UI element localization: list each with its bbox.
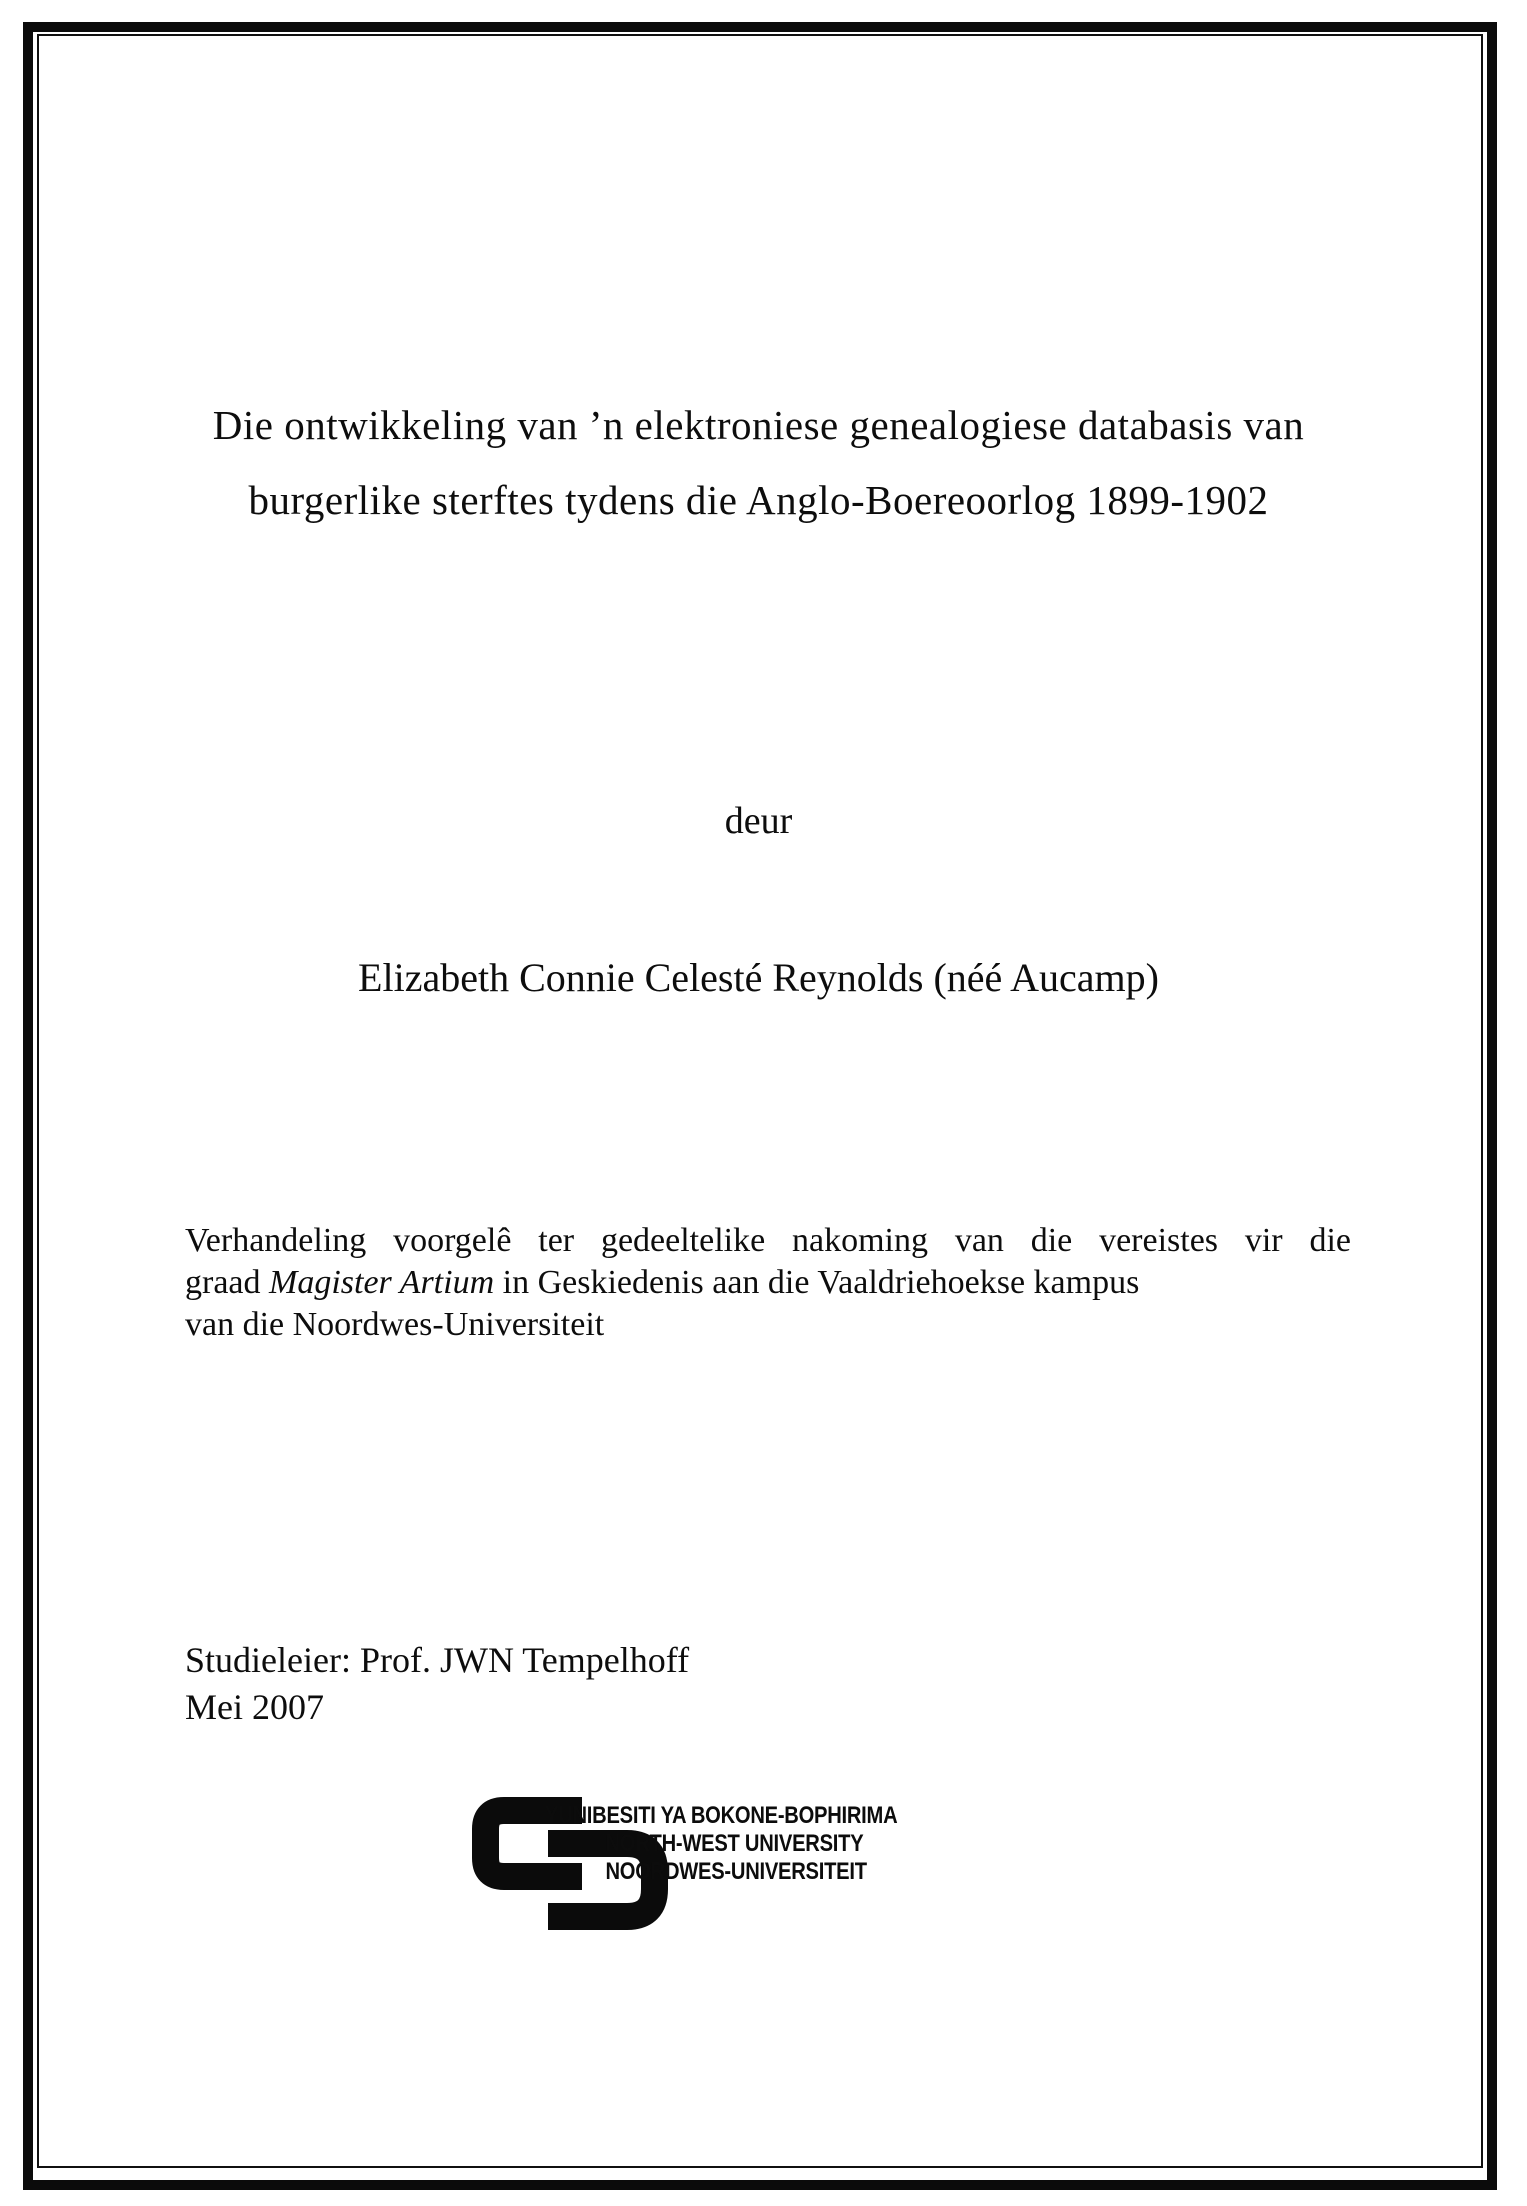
author-name: Elizabeth Connie Celesté Reynolds (néé Aucamp) bbox=[358, 955, 1159, 1000]
byline-label: deur bbox=[724, 800, 793, 842]
submission-line2-pre: graad bbox=[185, 1264, 270, 1301]
degree-name: Magister Artium bbox=[269, 1264, 495, 1301]
submission-line2-post: in Geskiedenis aan die Vaaldriehoekse kampus bbox=[494, 1264, 1140, 1301]
submission-statement bbox=[185, 1220, 1351, 1346]
thesis-title-line2: burgerlike sterftes tydens die Anglo-Boereoorlog 1899-1902 bbox=[248, 477, 1269, 523]
logo-line-english: NORTH-WEST UNIVERSITY bbox=[605, 1830, 864, 1857]
supervisor-block bbox=[185, 1637, 689, 1731]
submission-line2 bbox=[185, 1262, 1351, 1304]
supervisor-line: Studieleier: Prof. JWN Tempelhoff bbox=[185, 1640, 690, 1680]
thesis-title bbox=[130, 388, 1387, 538]
submission-line3: van die Noordwes-Universiteit bbox=[185, 1306, 605, 1343]
university-logo-text bbox=[545, 1802, 897, 1886]
logo-line-setswana: YUNIBESITI YA BOKONE-BOPHIRIMA bbox=[545, 1802, 898, 1829]
date-line: Mei 2007 bbox=[185, 1687, 324, 1727]
thesis-title-line1: Die ontwikkeling van ’n elektroniese genealogiese databasis van bbox=[212, 402, 1305, 448]
logo-line-afrikaans: NOORDWES-UNIVERSITEIT bbox=[605, 1858, 867, 1885]
submission-line1: Verhandeling voorgelê ter gedeeltelike nakoming van die vereistes vir die bbox=[185, 1222, 1351, 1259]
